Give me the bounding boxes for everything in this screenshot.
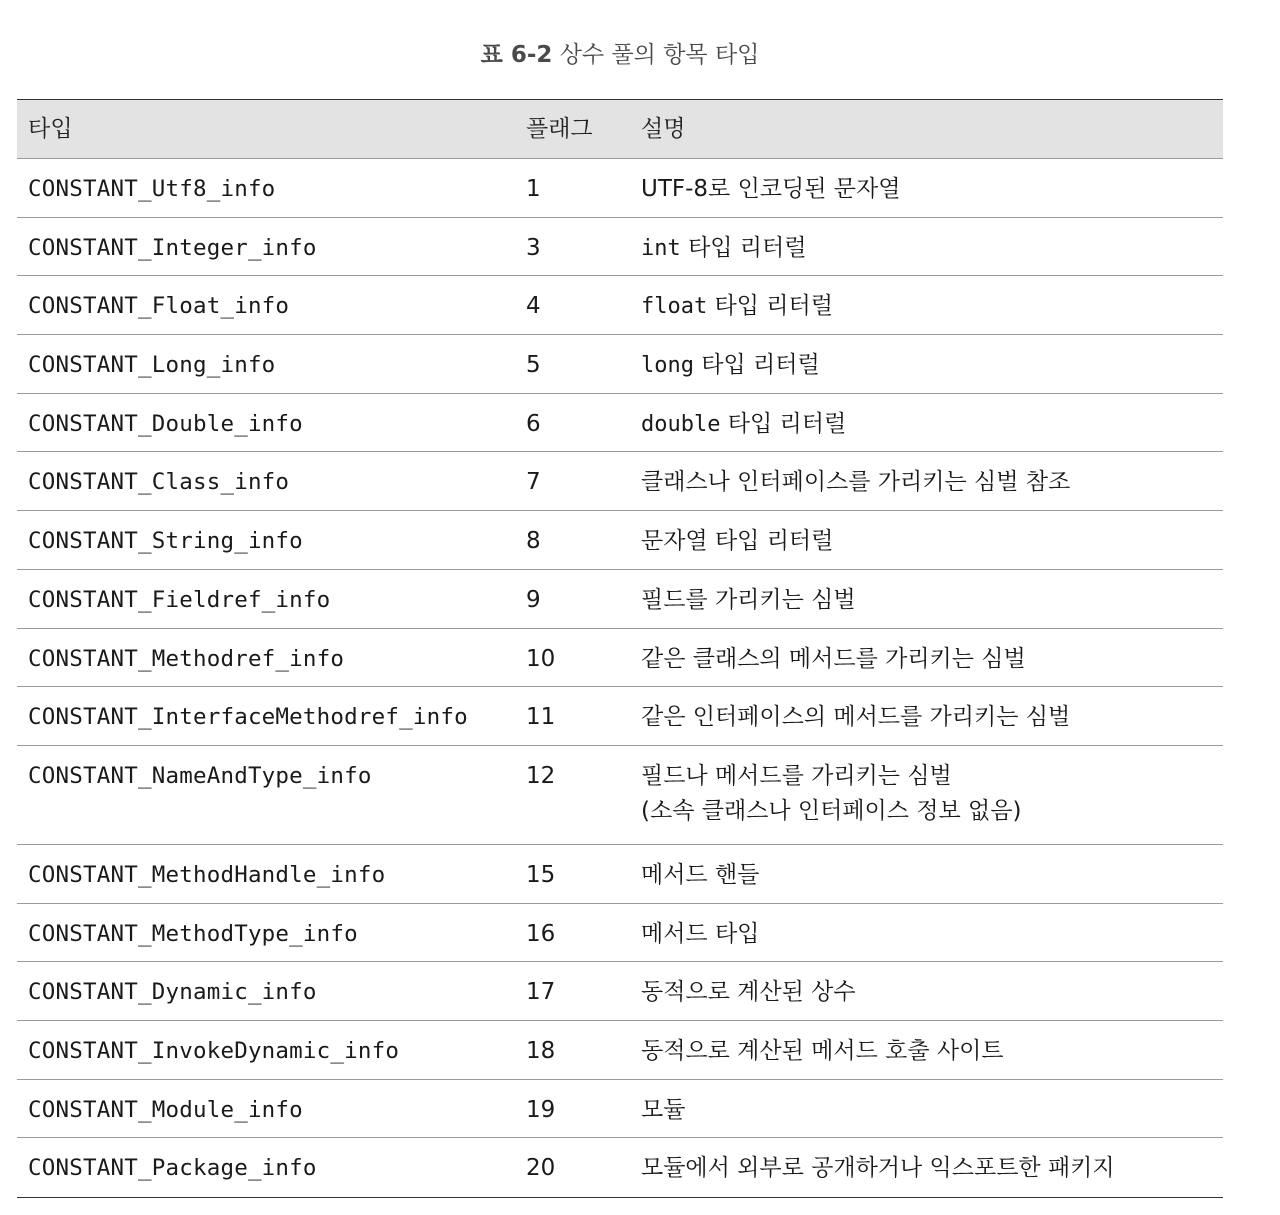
desc-cell: [641, 845, 1223, 903]
desc-cell: [641, 218, 1223, 276]
type-cell: CONSTANT_InvokeDynamic_info: [28, 1037, 400, 1064]
type-cell: CONSTANT_Integer_info: [28, 234, 317, 261]
desc-text: 필드를 가리키는 심벌: [641, 586, 856, 613]
type-cell: CONSTANT_Package_info: [28, 1155, 317, 1182]
desc-text: 같은 인터페이스의 메서드를 가리키는 심벌: [641, 704, 1071, 731]
flag-cell: 20: [526, 1155, 556, 1182]
flag-cell: 5: [526, 352, 541, 379]
table-row: [17, 1021, 1223, 1080]
type-cell: CONSTANT_Methodref_info: [28, 645, 345, 672]
flag-cell: 11: [526, 704, 556, 731]
desc-cell: [641, 1021, 1223, 1079]
desc-text: 타입 리터럴: [714, 293, 833, 320]
flag-cell: 19: [526, 1096, 556, 1123]
desc-cell: [641, 276, 1223, 334]
table-row: [17, 687, 1223, 746]
desc-text: 타입 리터럴: [727, 410, 847, 437]
type-cell: CONSTANT_Long_info: [28, 352, 276, 379]
desc-cell: [641, 962, 1223, 1020]
table-row: [17, 218, 1223, 277]
desc-code: double: [641, 411, 721, 437]
desc-cell: [641, 570, 1223, 628]
table-row: [17, 1080, 1223, 1139]
type-cell: CONSTANT_Double_info: [28, 410, 303, 437]
desc-text: 타입 리터럴: [701, 352, 820, 379]
type-cell: CONSTANT_Class_info: [28, 469, 290, 496]
flag-cell: 3: [526, 234, 541, 261]
desc-cell: [641, 335, 1223, 393]
flag-cell: 10: [526, 645, 556, 672]
type-cell: CONSTANT_NameAndType_info: [28, 762, 372, 789]
type-cell: CONSTANT_Utf8_info: [28, 176, 276, 202]
desc-text: 동적으로 계산된 상수: [641, 979, 856, 1006]
table-row: [17, 276, 1223, 335]
table-row: [17, 1138, 1223, 1197]
table-row: [17, 335, 1223, 394]
constant-pool-table: [17, 99, 1223, 1198]
desc-text: 모듈에서 외부로 공개하거나 익스포트한 패키지: [641, 1155, 1115, 1182]
flag-cell: 12: [526, 762, 556, 789]
desc-code: float: [641, 294, 708, 320]
table-row: [17, 159, 1223, 218]
desc-text: 타입 리터럴: [688, 234, 807, 261]
flag-cell: 17: [526, 979, 556, 1006]
type-cell: CONSTANT_Module_info: [28, 1096, 303, 1123]
desc-text: 메서드 핸들: [641, 861, 760, 888]
desc-cell: [641, 746, 1223, 844]
desc-cell: [641, 687, 1223, 745]
table-row: [17, 845, 1223, 904]
table-number: 표 6-2: [480, 42, 553, 68]
table-header-row: [17, 100, 1223, 159]
desc-text: UTF-8로 인코딩된 문자열: [641, 176, 901, 202]
header-flag: 플래그: [526, 116, 593, 142]
desc-text: 같은 클래스의 메서드를 가리키는 심벌: [641, 645, 1026, 672]
table-row: [17, 570, 1223, 629]
type-cell: CONSTANT_Float_info: [28, 293, 290, 320]
type-cell: CONSTANT_Fieldref_info: [28, 586, 331, 613]
flag-cell: 8: [526, 528, 541, 555]
desc-cell: [641, 904, 1223, 962]
table-row: [17, 394, 1223, 453]
table-row: [17, 904, 1223, 963]
desc-cell: [641, 1138, 1223, 1197]
desc-text: 모듈: [641, 1096, 686, 1123]
flag-cell: 1: [526, 176, 541, 202]
desc-text: 동적으로 계산된 메서드 호출 사이트: [641, 1037, 1004, 1064]
type-cell: CONSTANT_MethodHandle_info: [28, 861, 386, 888]
type-cell: CONSTANT_InterfaceMethodref_info: [28, 704, 468, 731]
desc-text: 문자열 타입 리터럴: [641, 528, 834, 555]
type-cell: CONSTANT_String_info: [28, 528, 303, 555]
desc-text: 클래스나 인터페이스를 가리키는 심벌 참조: [641, 469, 1071, 496]
type-cell: CONSTANT_Dynamic_info: [28, 979, 317, 1006]
flag-cell: 6: [526, 410, 541, 437]
desc-text: 필드나 메서드를 가리키는 심벌: [641, 762, 952, 789]
flag-cell: 16: [526, 920, 556, 947]
type-cell: CONSTANT_MethodType_info: [28, 920, 358, 947]
flag-cell: 7: [526, 469, 541, 496]
flag-cell: 4: [526, 293, 541, 320]
desc-cell: [641, 1080, 1223, 1138]
header-type: 타입: [28, 116, 73, 142]
header-desc: 설명: [641, 116, 686, 142]
desc-code: long: [641, 353, 694, 379]
flag-cell: 18: [526, 1037, 556, 1064]
table-caption: [0, 36, 1240, 69]
desc-cell: [641, 511, 1223, 569]
desc-text-line2: (소속 클래스나 인터페이스 정보 없음): [641, 797, 1022, 824]
flag-cell: 9: [526, 586, 541, 613]
desc-code: int: [641, 235, 681, 261]
table-row: [17, 746, 1223, 845]
flag-cell: 15: [526, 861, 556, 888]
desc-cell: [641, 394, 1223, 452]
desc-cell: [641, 452, 1223, 510]
desc-cell: [641, 629, 1223, 687]
desc-cell: [641, 159, 1223, 217]
table-row: [17, 452, 1223, 511]
table-title: 상수 풀의 항목 타입: [559, 42, 760, 68]
table-row: [17, 962, 1223, 1021]
table-row: [17, 629, 1223, 688]
table-row: [17, 511, 1223, 570]
desc-text: 메서드 타입: [641, 920, 760, 947]
